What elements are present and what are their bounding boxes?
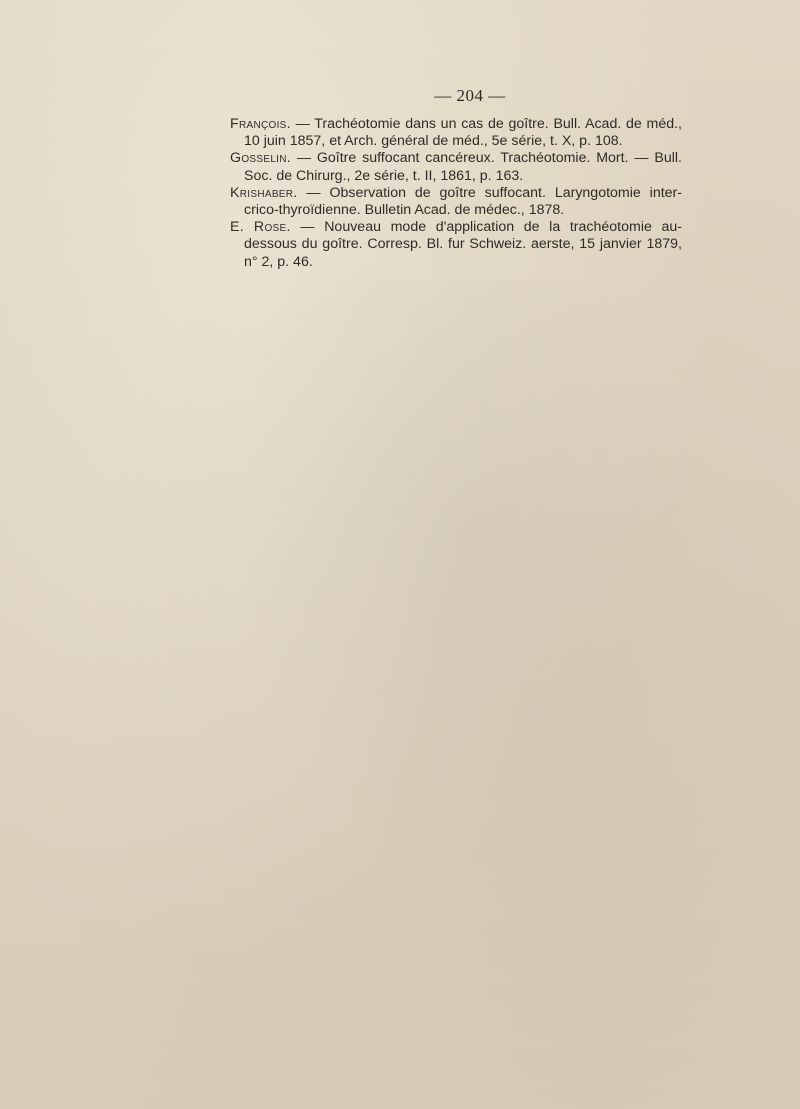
entry-text: — Trachéotomie dans un cas de goître. Bull. Acad. de méd., 10 juin 1857, et Arch. général de méd., 5e série, t. X, p. 108.: [244, 116, 682, 150]
page-number: — 204 —: [434, 86, 506, 105]
bibliography-list: [230, 116, 682, 271]
entry-author: François.: [230, 116, 291, 132]
bleed-through-shadow: [230, 280, 700, 880]
entry-text: — Goître suffocant cancéreux. Trachéotomie. Mort. — Bull. Soc. de Chirurg., 2e série, t. II, 1861, p. 163.: [244, 150, 682, 184]
entry-text: — Nouveau mode d'application de la trachéotomie au-dessous du goître. Corresp. Bl. fur Schweiz. aerste, 15 janvier 1879, n° 2, p. 46.: [244, 219, 683, 270]
entry-author: Gosselin.: [230, 150, 292, 167]
entry-text: — Observation de goître suffocant. Laryngotomie inter-crico-thyroïdienne. Bulletin Acad. de médec., 1878.: [244, 184, 682, 219]
bibliography-entry: [230, 116, 682, 150]
entry-author: E. Rose.: [230, 219, 291, 236]
bibliography-entry: [230, 185, 682, 219]
bibliography-entry: [230, 150, 682, 184]
bibliography-entry: [230, 219, 682, 271]
entry-author: Krishaber.: [230, 184, 298, 201]
